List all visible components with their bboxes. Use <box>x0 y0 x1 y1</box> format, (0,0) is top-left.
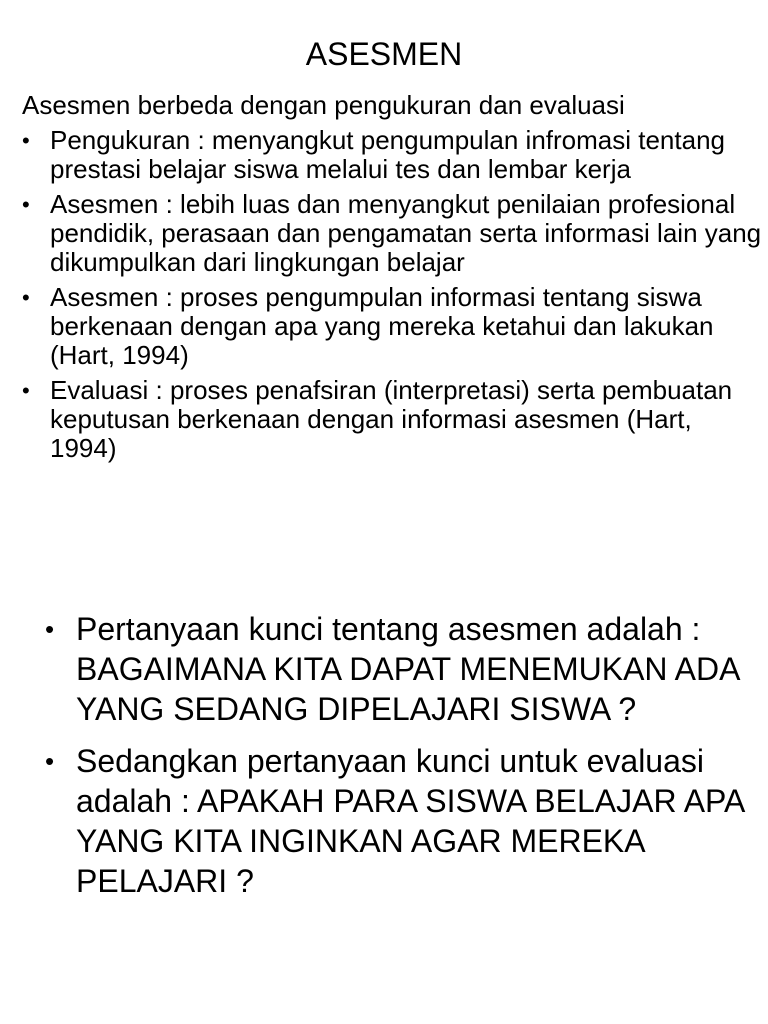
definition-list <box>22 126 762 469</box>
bullet-icon: • <box>22 378 30 403</box>
definition-pengukuran: Pengukuran : menyangkut pengumpulan infromasi tentang prestasi belajar siswa melalui tes dan lembar kerja <box>50 125 725 184</box>
key-question-list <box>45 609 745 913</box>
definition-asesmen-proses: Asesmen : proses pengumpulan informasi tentang siswa berkenaan dengan apa yang mereka ketahui dan lakukan (Hart, 1994) <box>50 282 714 370</box>
slide-title: ASESMEN <box>305 36 463 72</box>
list-item <box>45 609 745 729</box>
bullet-icon: • <box>22 285 30 310</box>
bullet-icon: • <box>22 192 30 217</box>
list-item <box>22 126 762 184</box>
key-question-evaluasi: Sedangkan pertanyaan kunci untuk evaluasi adalah : APAKAH PARA SISWA BELAJAR APA YANG KITA INGINKAN AGAR MEREKA PELAJARI ? <box>76 743 744 899</box>
list-item <box>22 283 762 370</box>
bullet-icon: • <box>22 128 30 153</box>
list-item <box>22 190 762 277</box>
list-item <box>22 376 762 463</box>
key-question-asesmen: Pertanyaan kunci tentang asesmen adalah : BAGAIMANA KITA DAPAT MENEMUKAN ADA YANG SEDANG DIPELAJARI SISWA ? <box>76 611 739 727</box>
bullet-icon: • <box>45 746 55 776</box>
definition-asesmen-luas: Asesmen : lebih luas dan menyangkut penilaian profesional pendidik, perasaan dan pengamatan serta informasi lain yang dikumpulkan dari lingkungan belajar <box>50 189 762 277</box>
intro-text: Asesmen berbeda dengan pengukuran dan evaluasi <box>22 90 625 120</box>
definition-evaluasi: Evaluasi : proses penafsiran (interpretasi) serta pembuatan keputusan berkenaan dengan informasi asesmen (Hart, 1994) <box>50 375 733 463</box>
list-item <box>45 741 745 901</box>
bullet-icon: • <box>45 614 55 644</box>
